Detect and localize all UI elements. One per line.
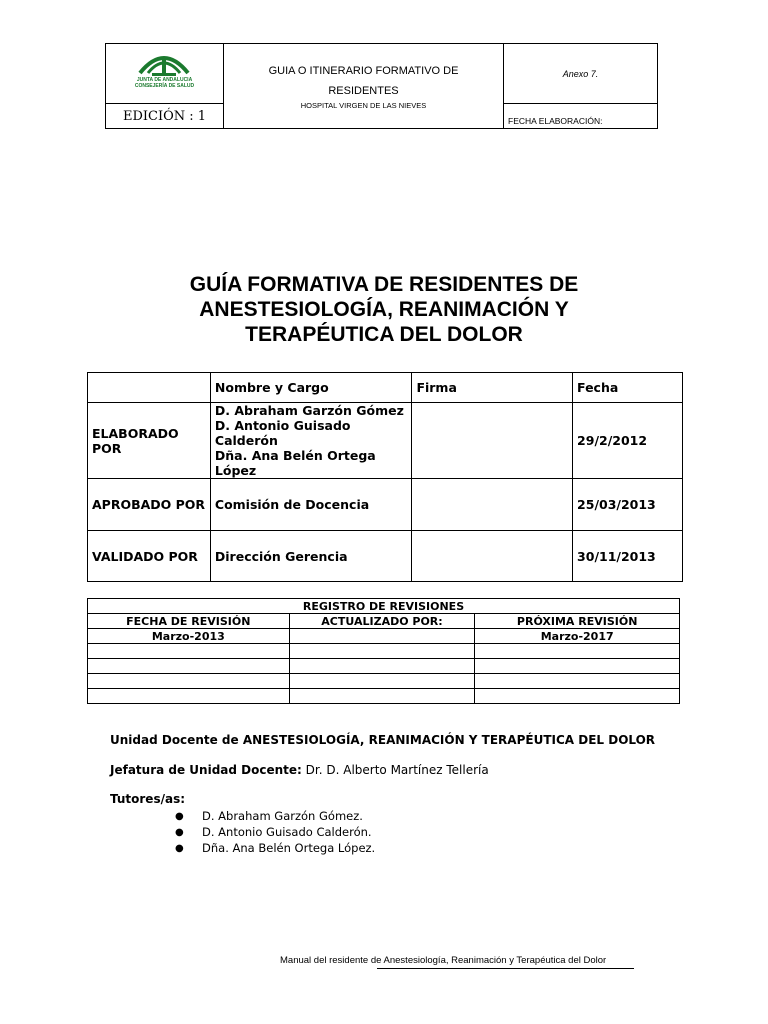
jefatura (110, 763, 489, 777)
revision-cell: Marzo-2013 (88, 629, 290, 644)
revisions-title: REGISTRO DE REVISIONES (88, 599, 680, 614)
table-row (88, 689, 680, 704)
page-title-line2: ANESTESIOLOGÍA, REANIMACIÓN Y (199, 298, 569, 321)
fecha-cell: 30/11/2013 (573, 531, 683, 582)
bullet-icon: ● (175, 842, 184, 854)
names-cell: Dirección Gerencia (210, 531, 412, 582)
list-item (175, 808, 375, 824)
firma-cell (412, 531, 573, 582)
tutor-name: D. Abraham Garzón Gómez. (202, 809, 363, 823)
tutores-list (175, 808, 375, 856)
bullet-icon: ● (175, 810, 184, 822)
footer-underline (377, 968, 634, 969)
page-title-line1: GUÍA FORMATIVA DE RESIDENTES DE (189, 273, 579, 296)
revision-cell: Marzo-2017 (475, 629, 680, 644)
revision-cell (88, 674, 290, 689)
table-row (88, 479, 683, 531)
header-title-cell (223, 43, 504, 129)
fecha-elaboracion-label: FECHA ELABORACIÓN: (503, 103, 658, 129)
table-row (88, 659, 680, 674)
table-row (88, 531, 683, 582)
revision-cell (475, 659, 680, 674)
revisions-header-row (88, 614, 680, 629)
role-cell: ELABORADO POR (88, 403, 211, 479)
names-cell: Comisión de Docencia (210, 479, 412, 531)
logo-text-line1: JUNTA DE ANDALUCIA (136, 77, 193, 83)
document-header (105, 43, 658, 129)
logo-cell (105, 43, 224, 104)
revision-cell (88, 659, 290, 674)
approval-header-empty (88, 373, 211, 403)
junta-andalucia-logo-icon (134, 49, 194, 77)
jefatura-label: Jefatura de Unidad Docente: (110, 763, 302, 777)
revision-cell (289, 674, 475, 689)
table-row (88, 403, 683, 479)
footer-text-underlined: de Anestesiología, Reanimación y Terapéutica del Dolor (370, 955, 607, 966)
unidad-docente: Unidad Docente de ANESTESIOLOGÍA, REANIMACIÓN Y TERAPÉUTICA DEL DOLOR (110, 733, 656, 747)
hospital-name: HOSPITAL VIRGEN DE LAS NIEVES (300, 101, 427, 110)
table-row (88, 644, 680, 659)
bullet-icon: ● (175, 826, 184, 838)
page-title (100, 272, 668, 347)
revision-cell (289, 689, 475, 704)
edicion-label: EDICIÓN : 1 (105, 103, 224, 129)
revision-cell (289, 644, 475, 659)
revision-cell (88, 689, 290, 704)
approval-header-firma: Firma (412, 373, 573, 403)
revisions-header-proxima: PRÓXIMA REVISIÓN (475, 614, 680, 629)
approval-header-nombre: Nombre y Cargo (210, 373, 412, 403)
name-line: D. Antonio Guisado Calderón (214, 418, 351, 448)
revision-cell (289, 629, 475, 644)
revision-cell (475, 644, 680, 659)
tutores-label: Tutores/as: (110, 792, 186, 806)
jefatura-value: Dr. D. Alberto Martínez Tellería (301, 763, 489, 777)
tutor-name: D. Antonio Guisado Calderón. (202, 825, 372, 839)
name-line: Dña. Ana Belén Ortega López (214, 448, 376, 478)
firma-cell (412, 403, 573, 479)
role-cell: VALIDADO POR (88, 531, 211, 582)
list-item (175, 840, 375, 856)
revisions-table (87, 598, 680, 704)
logo-text (106, 77, 223, 89)
role-cell: APROBADO POR (88, 479, 211, 531)
logo-text-line2: CONSEJERÍA DE SALUD (134, 83, 195, 89)
table-row (88, 674, 680, 689)
names-cell (210, 403, 412, 479)
revisions-header-fecha: FECHA DE REVISIÓN (88, 614, 290, 629)
header-title-line1: GUIA O ITINERARIO FORMATIVO DE (268, 65, 459, 77)
tutor-name: Dña. Ana Belén Ortega López. (202, 841, 376, 855)
fecha-cell: 25/03/2013 (573, 479, 683, 531)
firma-cell (412, 479, 573, 531)
page-title-line3: TERAPÉUTICA DEL DOLOR (245, 323, 523, 346)
revisions-header-actualizado: ACTUALIZADO POR: (289, 614, 475, 629)
anexo-label: Anexo 7. (503, 43, 658, 104)
approval-header-fecha: Fecha (573, 373, 683, 403)
revision-cell (475, 674, 680, 689)
approval-table (87, 372, 683, 582)
name-line: D. Abraham Garzón Gómez (214, 403, 404, 418)
list-item (175, 824, 375, 840)
revisions-title-row (88, 599, 680, 614)
page-footer (280, 955, 606, 966)
header-title-line2: RESIDENTES (328, 85, 399, 97)
table-row (88, 629, 680, 644)
revision-cell (475, 689, 680, 704)
revision-cell (88, 644, 290, 659)
fecha-cell: 29/2/2012 (573, 403, 683, 479)
footer-text-plain: Manual del residente (280, 955, 371, 966)
approval-header-row (88, 373, 683, 403)
revision-cell (289, 659, 475, 674)
